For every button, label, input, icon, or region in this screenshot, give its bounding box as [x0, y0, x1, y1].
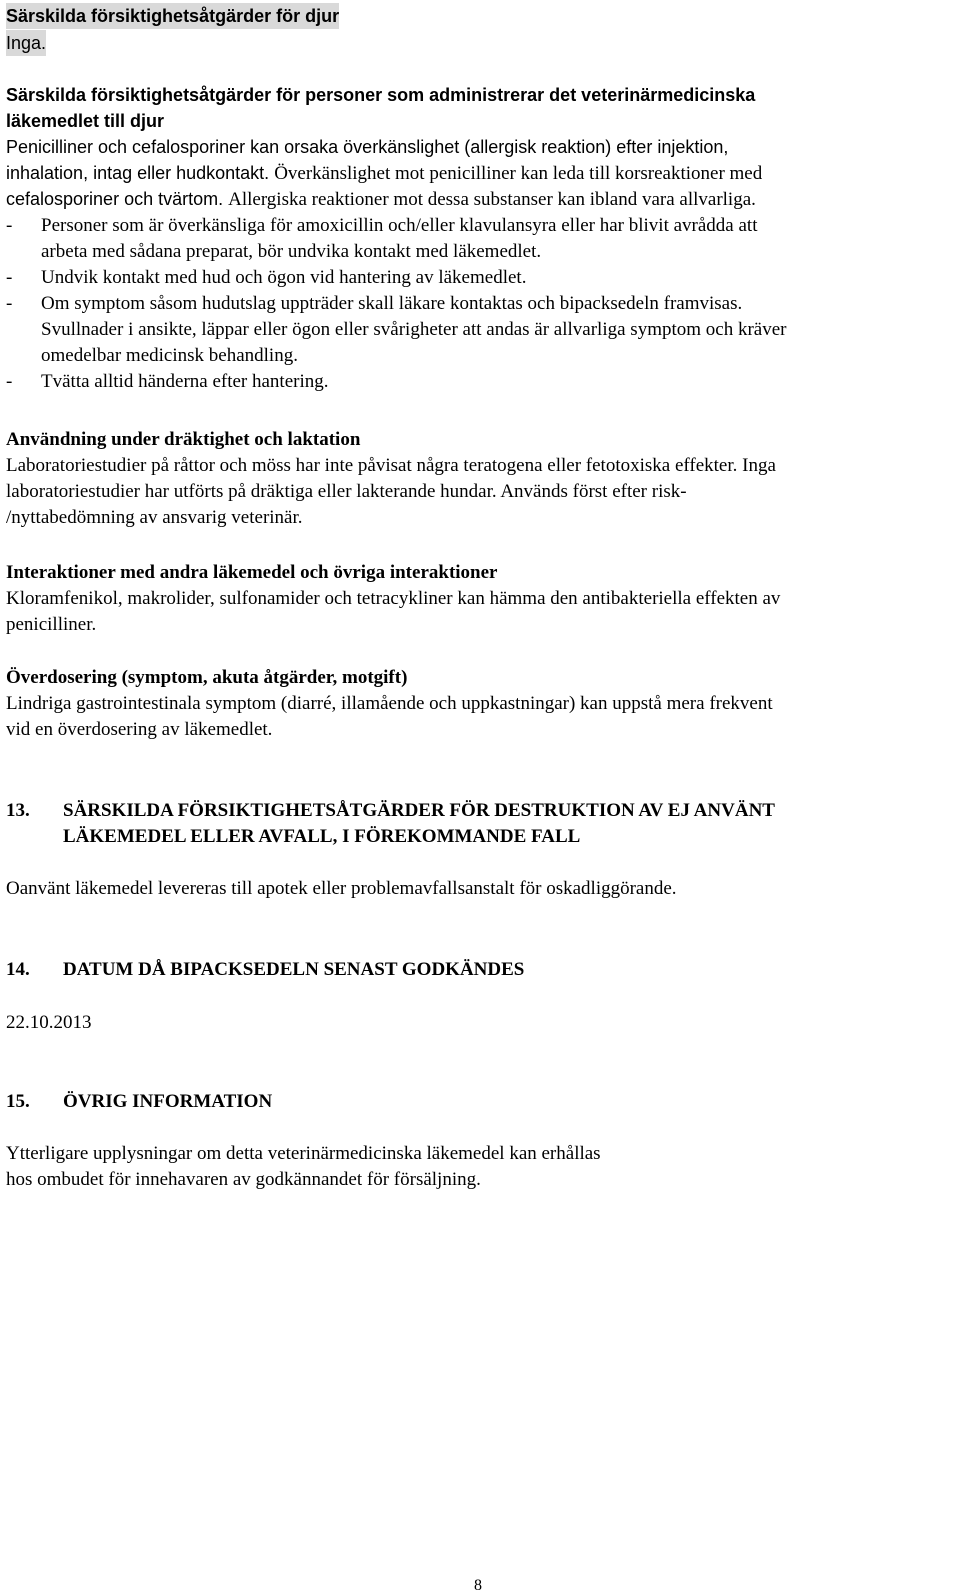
heading-animals: Särskilda försiktighetsåtgärder för djur: [6, 3, 339, 29]
interactions-line1: Kloramfenikol, makrolider, sulfonamider och tetracykliner kan hämma den antibakteriella effekten av: [6, 588, 781, 609]
heading-persons-line2: läkemedlet till djur: [6, 111, 165, 131]
persons-text-line2: [6, 160, 762, 187]
heading-interactions: Interaktioner med andra läkemedel och övriga interaktioner: [6, 562, 498, 583]
overdose-line2: vid en överdosering av läkemedlet.: [6, 719, 273, 740]
section-15-line1: Ytterligare upplysningar om detta veterinärmedicinska läkemedel kan erhållas: [6, 1143, 601, 1164]
persons-text-line3: [6, 186, 756, 213]
bullet-dash: -: [6, 293, 13, 314]
bullet-dash: -: [6, 215, 13, 236]
section-14-title: DATUM DÅ BIPACKSEDELN SENAST GODKÄNDES: [63, 959, 525, 980]
pregnancy-line1: Laboratoriestudier på råttor och möss har inte påvisat några teratogena eller fetotoxiska effekter. Inga: [6, 455, 776, 476]
section-13-text: Oanvänt läkemedel levereras till apotek eller problemavfallsanstalt för oskadliggörande.: [6, 878, 677, 899]
pregnancy-line2: laboratoriestudier har utförts på dräktiga eller lakterande hundar. Används först efter risk-: [6, 481, 687, 502]
bullet-1-line1: Personer som är överkänsliga för amoxicillin och/eller klavulansyra eller har blivit avrådda att: [41, 215, 758, 236]
persons-text-line2-a: inhalation, intag eller hudkontakt.: [6, 163, 275, 183]
page-number: 8: [474, 1577, 482, 1594]
persons-text-line2-b: Överkänslighet mot penicilliner kan leda till korsreaktioner med: [274, 163, 763, 184]
text-animals: Inga.: [6, 30, 46, 56]
section-13-title-line1: SÄRSKILDA FÖRSIKTIGHETSÅTGÄRDER FÖR DESTRUKTION AV EJ ANVÄNT: [63, 800, 775, 821]
bullet-dash: -: [6, 371, 13, 392]
section-15-number: 15.: [6, 1091, 30, 1112]
persons-text-line3-a: cefalosporiner och tvärtom.: [6, 189, 229, 209]
pregnancy-line3: /nyttabedömning av ansvarig veterinär.: [6, 507, 303, 528]
persons-text-line3-b: Allergiska reaktioner mot dessa substanser kan ibland vara allvarliga.: [228, 189, 756, 210]
heading-overdose: Överdosering (symptom, akuta åtgärder, motgift): [6, 667, 408, 688]
section-14-date: 22.10.2013: [6, 1012, 92, 1033]
bullet-2-line1: Undvik kontakt med hud och ögon vid hantering av läkemedlet.: [41, 267, 527, 288]
heading-persons-line1: Särskilda försiktighetsåtgärder för personer som administrerar det veterinärmedicinska: [6, 85, 756, 105]
bullet-3-line2: Svullnader i ansikte, läppar eller ögon eller svårigheter att andas är allvarliga symptom och kräver: [41, 319, 787, 340]
bullet-4-line1: Tvätta alltid händerna efter hantering.: [41, 371, 329, 392]
bullet-1-line2: arbeta med sådana preparat, bör undvika kontakt med läkemedlet.: [41, 241, 542, 262]
section-15-line2: hos ombudet för innehavaren av godkännandet för försäljning.: [6, 1169, 481, 1190]
section-13-number: 13.: [6, 800, 30, 821]
bullet-3-line3: omedelbar medicinsk behandling.: [41, 345, 298, 366]
overdose-line1: Lindriga gastrointestinala symptom (diarré, illamående och uppkastningar) kan uppstå mera frekvent: [6, 693, 773, 714]
persons-text-line1: Penicilliner och cefalosporiner kan orsaka överkänslighet (allergisk reaktion) efter injektion,: [6, 137, 729, 157]
section-14-number: 14.: [6, 959, 30, 980]
bullet-3-line1: Om symptom såsom hudutslag uppträder skall läkare kontaktas och bipacksedeln framvisas.: [41, 293, 743, 314]
section-15-title: ÖVRIG INFORMATION: [63, 1091, 273, 1112]
bullet-dash: -: [6, 267, 13, 288]
section-13-title-line2: LÄKEMEDEL ELLER AVFALL, I FÖREKOMMANDE FALL: [63, 826, 581, 847]
heading-pregnancy: Användning under dräktighet och laktation: [6, 429, 361, 450]
interactions-line2: penicilliner.: [6, 614, 97, 635]
